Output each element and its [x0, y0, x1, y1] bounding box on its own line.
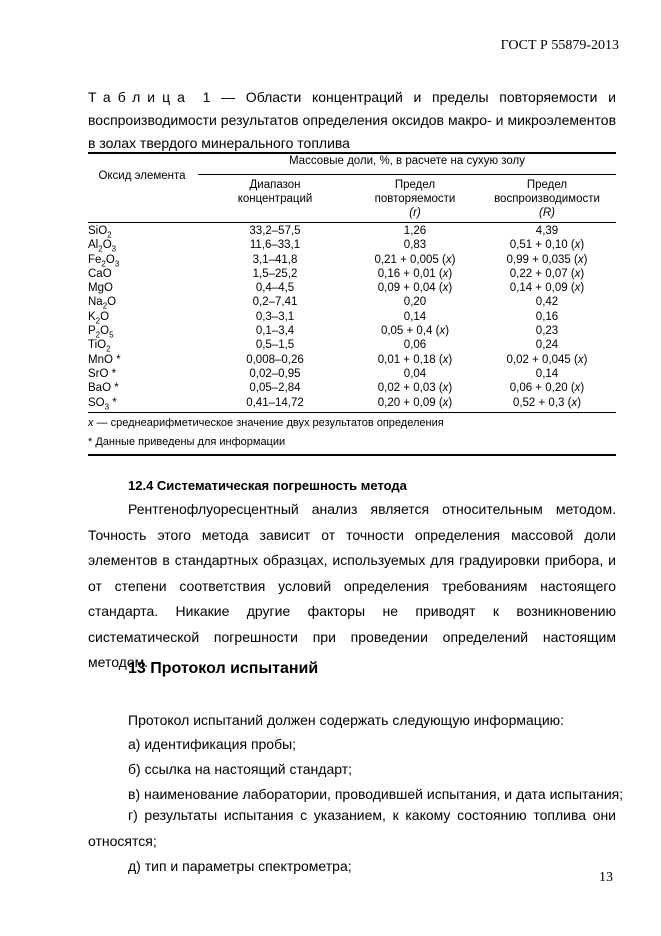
- table-row: [88, 281, 616, 295]
- cell-range: 0,05–2,84: [249, 382, 301, 395]
- cell-repeatability: 0,20: [403, 296, 427, 309]
- header-oxide: Оксид элемента: [98, 170, 186, 182]
- cell-reproducibility: 0,06 + 0,20 (x): [509, 382, 585, 395]
- cell-repeatability: 0,06: [403, 339, 427, 352]
- cell-reproducibility: 0,16: [535, 310, 559, 323]
- list-item-d: д) тип и параметры спектрометра;: [128, 858, 352, 874]
- header-reproducibility-symbol: (R): [539, 207, 555, 219]
- running-header: ГОСТ Р 55879-2013: [500, 38, 619, 53]
- cell-reproducibility: 0,23: [535, 325, 559, 338]
- header-mass-fraction: Массовые доли, %, в расчете на сухую золу: [288, 155, 526, 167]
- body-bottom-rule: [88, 412, 616, 413]
- cell-oxide: SiO$_2$: [88, 225, 112, 240]
- cell-range: 0,41–14,72: [246, 396, 304, 409]
- cell-reproducibility: 0,02 + 0,045 (x): [506, 353, 588, 366]
- cell-range: 0,3–3,1: [255, 310, 295, 323]
- cell-reproducibility: 0,99 + 0,035 (x): [506, 253, 588, 266]
- table-row: [88, 267, 616, 281]
- section-13-title: 13 Протокол испытаний: [128, 660, 319, 677]
- header-range: Диапазон концентраций: [237, 179, 313, 205]
- table-row: [88, 238, 616, 252]
- cell-oxide: MgO: [88, 282, 113, 295]
- table-row: [88, 353, 616, 367]
- table-caption: [88, 86, 616, 155]
- cell-oxide: CaO: [88, 267, 112, 280]
- cell-repeatability: 0,20 + 0,09 (x): [377, 396, 453, 409]
- cell-oxide: SrO *: [88, 367, 117, 380]
- cell-reproducibility: 4,39: [535, 225, 559, 237]
- list-item-g: г) результаты испытания с указанием, к какому состоянию топлива они относятся;: [88, 807, 616, 849]
- section-12-4-title: 12.4 Систематическая погрешность метода: [128, 478, 407, 493]
- table-row: [88, 310, 616, 324]
- cell-repeatability: 0,83: [403, 239, 427, 252]
- cell-range: 0,4–4,5: [255, 282, 295, 295]
- header-reproducibility: [492, 178, 602, 220]
- header-subrule: [198, 174, 616, 175]
- cell-reproducibility: 0,14: [535, 367, 559, 380]
- cell-range: 0,2–7,41: [252, 296, 298, 309]
- table-row: [88, 381, 616, 395]
- cell-reproducibility: 0,24: [535, 339, 559, 352]
- cell-oxide: $P_2O_5$: [88, 325, 114, 340]
- cell-repeatability: 0,14: [403, 310, 427, 323]
- cell-repeatability: 0,01 + 0,18 (x): [377, 353, 453, 366]
- table-row: [88, 253, 616, 267]
- cell-oxide: $SO_3$ *: [88, 396, 117, 411]
- table-row: [88, 324, 616, 338]
- list-item-b: б) ссылка на настоящий стандарт;: [128, 761, 353, 777]
- cell-oxide: BaO *: [88, 382, 119, 395]
- header-reproducibility-label: Предел воспроизводимости: [494, 179, 600, 205]
- header-repeatability-symbol: (r): [409, 207, 421, 219]
- cell-range: 3,1–41,8: [252, 253, 298, 266]
- cell-oxide: $Na_2O$: [88, 296, 117, 311]
- cell-reproducibility: 0,51 + 0,10 (x): [509, 239, 585, 252]
- table-row: [88, 295, 616, 309]
- header-repeatability: [360, 178, 470, 220]
- table-row: [88, 367, 616, 381]
- section-12-4-paragraph: Рентгенофлуоресцентный анализ является относительным методом. Точность этого метода зависит от точности определения массовой доли элементов в стандартных образцах, используемых для градуировки прибора, и от степени соответствия условий определения требованиям настоящего стандарта. Никакие другие факторы не приводят к возникновению систематической погрешности при проведении определений настоящим методом.: [88, 501, 616, 670]
- cell-range: 0,5–1,5: [255, 339, 295, 352]
- cell-range: 0,02–0,95: [249, 367, 301, 380]
- cell-reproducibility: 0,42: [535, 296, 559, 309]
- cell-repeatability: 0,21 + 0,005 (x): [374, 253, 456, 266]
- cell-oxide: MnO *: [88, 353, 121, 366]
- list-item-v: в) наименование лаборатории, проводившей испытания, и дата испытания;: [128, 786, 624, 802]
- cell-oxide: $K_2O$: [88, 310, 110, 326]
- table-caption-label: Таблица: [88, 89, 192, 105]
- cell-repeatability: 0,16 + 0,01 (x): [377, 267, 453, 280]
- page-number: 13: [599, 870, 613, 885]
- note-star: * Данные приведены для информации: [88, 436, 286, 448]
- cell-repeatability: 0,09 + 0,04 (x): [377, 282, 453, 295]
- table-row: [88, 338, 616, 352]
- cell-range: 0,008–0,26: [246, 353, 304, 366]
- table-row: [88, 396, 616, 410]
- list-item-a: а) идентификация пробы;: [128, 736, 297, 752]
- header-bottom-rule: [88, 222, 616, 223]
- cell-repeatability: 0,02 + 0,03 (x): [377, 382, 453, 395]
- cell-repeatability: 0,05 + 0,4 (x): [380, 325, 450, 338]
- table-row: [88, 224, 616, 238]
- note-x-text: — среднеарифметическое значение двух результатов определения: [93, 417, 444, 429]
- cell-range: 11,6–33,1: [249, 239, 301, 252]
- table-body: [88, 224, 616, 410]
- cell-oxide: $Al_2O_3$: [88, 239, 117, 254]
- cell-oxide: TiO$_2$: [88, 339, 111, 354]
- cell-reproducibility: 0,14 + 0,09 (x): [509, 282, 585, 295]
- section-13-intro: Протокол испытаний должен содержать следующую информацию:: [128, 712, 565, 728]
- cell-range: 1,5–25,2: [252, 267, 298, 280]
- cell-reproducibility: 0,52 + 0,3 (x): [512, 396, 582, 409]
- table-top-rule: [88, 152, 616, 154]
- cell-range: 33,2–57,5: [249, 225, 301, 237]
- table-bottom-rule: [88, 454, 616, 456]
- header-repeatability-label: Предел повторяемости: [374, 179, 456, 205]
- note-x: x — среднеарифметическое значение двух результатов определения: [88, 417, 444, 429]
- cell-repeatability: 1,26: [403, 225, 427, 237]
- cell-range: 0,1–3,4: [255, 325, 295, 338]
- cell-repeatability: 0,04: [403, 367, 427, 380]
- cell-oxide: $Fe_2O_3$: [88, 253, 120, 268]
- table-caption-text: 1 — Области концентраций и пределы повторяемости и воспроизводимости результатов определения оксидов макро- и микроэлементов в золах твердого минерального топлива: [88, 89, 616, 151]
- cell-reproducibility: 0,22 + 0,07 (x): [509, 267, 585, 280]
